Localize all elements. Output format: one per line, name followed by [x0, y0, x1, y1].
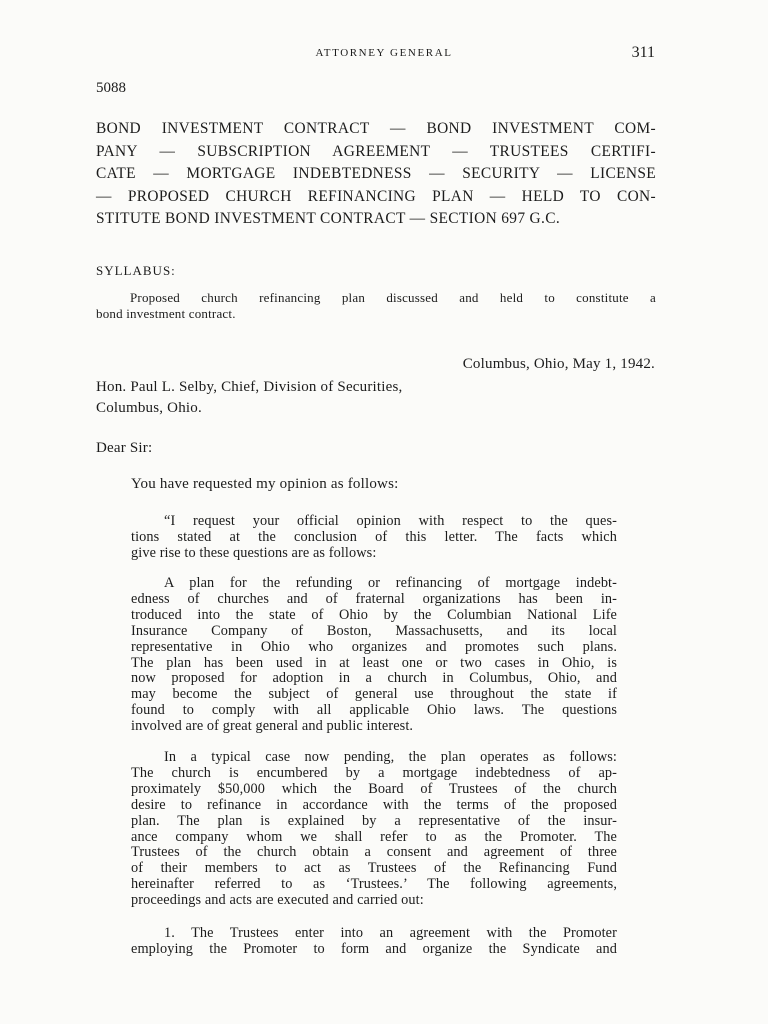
paragraph-line: representative in Ohio who organizes and promotes such plans.: [131, 638, 617, 655]
running-title: ATTORNEY GENERAL: [315, 47, 453, 59]
dateline: Columbus, Ohio, May 1, 1942.: [462, 356, 655, 372]
paragraph-line: The church is encumbered by a mortgage indebtedness of ap-: [131, 764, 617, 781]
paragraph-line: may become the subject of general use throughout the state if: [131, 686, 617, 703]
paragraph-line: hereinafter referred to as ‘Trustees.’ The following agreements,: [131, 876, 617, 893]
running-head: [0, 44, 768, 64]
paragraph-line: desire to refinance in accordance with the terms of the proposed: [131, 796, 617, 813]
headnote: [96, 118, 656, 231]
paragraph-line: of their members to act as Trustees of the Refinancing Fund: [131, 860, 617, 877]
paragraph-line: ance company whom we shall refer to as the Promoter. The: [131, 828, 617, 845]
paragraph-line: tions stated at the conclusion of this letter. The facts which: [131, 528, 617, 545]
paragraph-line: A plan for the refunding or refinancing of mortgage indebt-: [164, 575, 617, 591]
quoted-paragraph: [131, 750, 617, 909]
syllabus-label: SYLLABUS:: [96, 263, 176, 278]
paragraph-line: involved are of great general and public interest.: [131, 718, 414, 735]
paragraph-line: “I request your official opinion with respect to the ques-: [164, 513, 617, 529]
paragraph-line: Trustees of the church obtain a consent and agreement of three: [131, 844, 617, 861]
paragraph-line: The plan has been used in at least one or two cases in Ohio, is: [131, 654, 617, 671]
addressee-line: Columbus, Ohio.: [96, 400, 202, 416]
paragraph-line: now proposed for adoption in a church in Columbus, Ohio, and: [131, 670, 617, 687]
quoted-paragraph: [131, 576, 617, 735]
paragraph-line: 1. The Trustees enter into an agreement with the Promoter: [164, 925, 617, 941]
quoted-paragraph: [131, 926, 617, 958]
headnote-line: PANY — SUBSCRIPTION AGREEMENT — TRUSTEES CERTIFI-: [96, 142, 656, 160]
salutation: Dear Sir:: [96, 440, 153, 456]
page-number: 311: [631, 44, 655, 61]
paragraph-line: troduced into the state of Ohio by the Columbian National Life: [131, 606, 617, 623]
paragraph-line: proximately $50,000 which the Board of Trustees of the church: [131, 780, 617, 797]
paragraph-line: found to comply with all applicable Ohio laws. The questions: [131, 702, 617, 719]
syllabus-text: [96, 290, 656, 322]
addressee: [96, 377, 403, 419]
headnote-line: STITUTE BOND INVESTMENT CONTRACT — SECTION 697 G.C.: [96, 210, 561, 227]
syllabus-line: bond investment contract.: [96, 306, 236, 321]
headnote-line: CATE — MORTGAGE INDEBTEDNESS — SECURITY — LICENSE: [96, 165, 656, 182]
paragraph-line: give rise to these questions are as follows:: [131, 544, 377, 561]
intro-sentence: You have requested my opinion as follows:: [131, 476, 399, 492]
paragraph-line: In a typical case now pending, the plan operates as follows:: [164, 749, 617, 765]
paragraph-line: Insurance Company of Boston, Massachusetts, and its local: [131, 622, 617, 639]
headnote-line: — PROPOSED CHURCH REFINANCING PLAN — HELD TO CON-: [96, 187, 656, 205]
headnote-line: BOND INVESTMENT CONTRACT — BOND INVESTMENT COM-: [96, 120, 656, 137]
quoted-paragraph: [131, 514, 617, 562]
syllabus-line: Proposed church refinancing plan discussed and held to constitute a: [130, 290, 656, 305]
paragraph-line: edness of churches and of fraternal organizations has been in-: [131, 590, 617, 607]
paragraph-line: proceedings and acts are executed and carried out:: [131, 892, 424, 909]
opinion-number: 5088: [96, 80, 126, 96]
addressee-line: Hon. Paul L. Selby, Chief, Division of Securities,: [96, 379, 403, 395]
paragraph-line: employing the Promoter to form and organize the Syndicate and: [131, 940, 617, 957]
paragraph-line: plan. The plan is explained by a representative of the insur-: [131, 812, 617, 829]
